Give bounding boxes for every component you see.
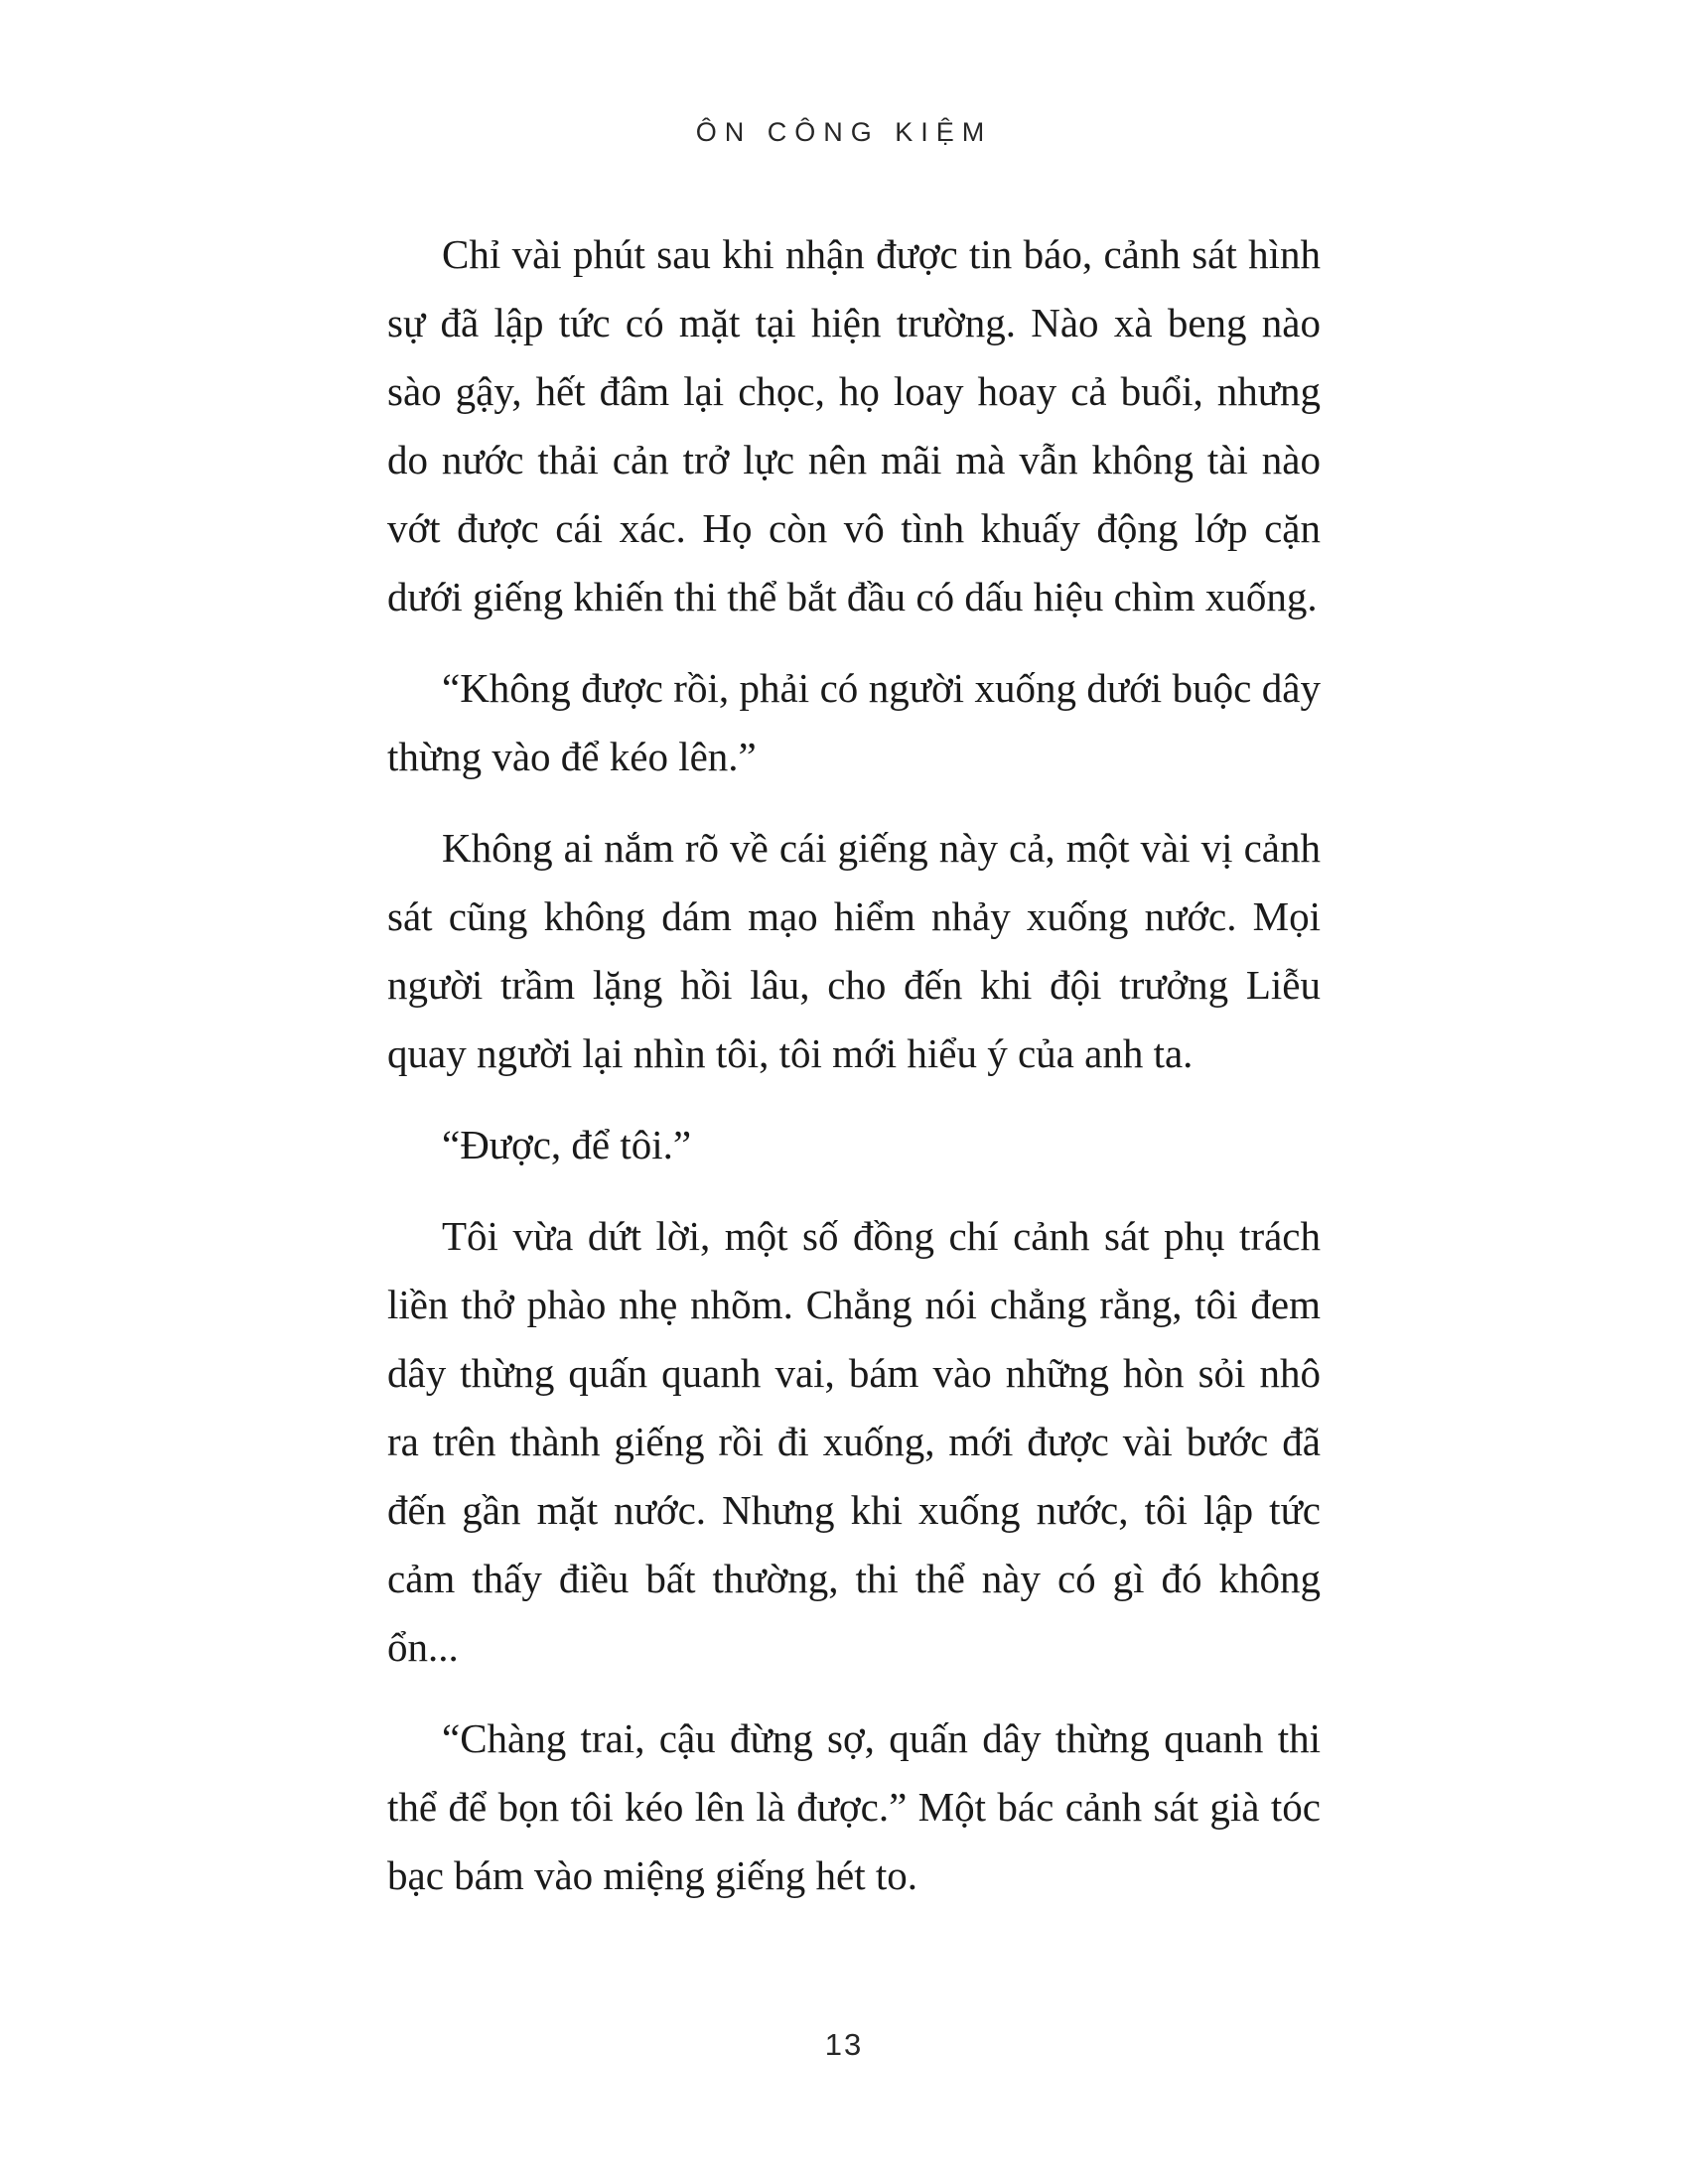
body-paragraph-dialogue: “Chàng trai, cậu đừng sợ, quấn dây thừng quanh thi thể để bọn tôi kéo lên là được.” Một bác cảnh sát già tóc bạc bám vào miệng giếng hét to. bbox=[387, 1715, 1321, 1898]
body-paragraph-dialogue: “Được, để tôi.” bbox=[442, 1122, 692, 1167]
body-paragraph: Tôi vừa dứt lời, một số đồng chí cảnh sát phụ trách liền thở phào nhẹ nhõm. Chẳng nói chẳng rằng, tôi đem dây thừng quấn quanh vai, bám vào những hòn sỏi nhô ra trên thành giếng rồi đi xuống, mới được vài bước đã đến gần mặt nước. Nhưng khi xuống nước, tôi lập tức cảm thấy điều bất thường, thi thể này có gì đó không ổn... bbox=[387, 1213, 1321, 1670]
body-paragraph: Chỉ vài phút sau khi nhận được tin báo, cảnh sát hình sự đã lập tức có mặt tại hiện trường. Nào xà beng nào sào gậy, hết đâm lại chọc, họ loay hoay cả buổi, nhưng do nước thải cản trở lực nên mãi mà vẫn không tài nào vớt được cái xác. Họ còn vô tình khuấy động lớp cặn dưới giếng khiến thi thể bắt đầu có dấu hiệu chìm xuống. bbox=[387, 231, 1321, 619]
running-head: ÔN CÔNG KIỆM bbox=[695, 117, 993, 147]
body-paragraph-dialogue: “Không được rồi, phải có người xuống dưới buộc dây thừng vào để kéo lên.” bbox=[387, 665, 1321, 779]
body-text-block bbox=[387, 220, 1321, 1933]
body-paragraph: Không ai nắm rõ về cái giếng này cả, một vài vị cảnh sát cũng không dám mạo hiểm nhảy xuống nước. Mọi người trầm lặng hồi lâu, cho đến khi đội trưởng Liễu quay người lại nhìn tôi, tôi mới hiểu ý của anh ta. bbox=[387, 825, 1321, 1076]
page-number: 13 bbox=[824, 2027, 864, 2062]
